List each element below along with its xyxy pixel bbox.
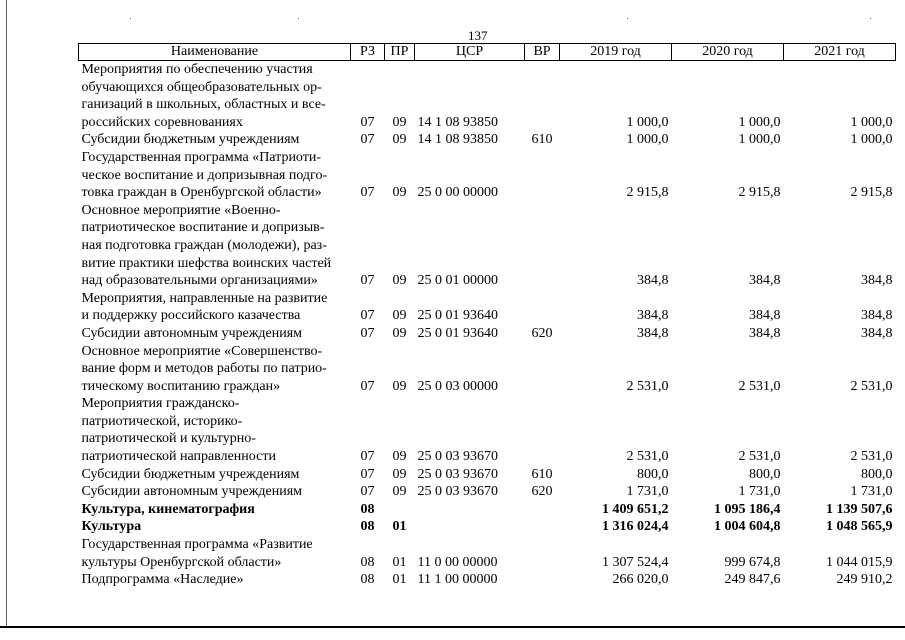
row-name-line: российских соревнованиях [81,114,243,130]
row-vr [525,343,560,396]
row-csr: 14 1 08 93850 [417,132,498,148]
table-row [79,483,896,501]
table-row [79,536,896,571]
table-row [79,131,896,149]
row-vr: 620 [531,484,553,500]
row-vr [525,571,560,589]
row-name-line: обучающихся общеобразовательных ор- [81,79,322,95]
row-csr: 25 0 00 00000 [417,185,498,201]
row-name-line: ганизаций в школьных, областных и все- [81,97,326,113]
row-2019: 384,8 [637,273,669,289]
row-2021: 1 000,0 [850,114,893,130]
scan-speck [870,18,871,19]
row-2019: 1 731,0 [626,484,669,500]
row-rz: 07 [360,484,375,500]
table-row [79,518,896,536]
table-row [79,571,896,589]
row-name [79,501,351,519]
row-name-line: культуры Оренбургской области» [81,554,282,570]
row-2021: 1 048 565,9 [826,519,893,535]
row-vr [525,536,560,571]
row-2019: 1 409 651,2 [602,501,669,517]
row-pr: 09 [392,378,407,394]
row-2021: 1 000,0 [850,132,893,148]
page-number: 137 [468,28,488,43]
row-name-line: Мероприятия гражданско- [81,396,240,412]
row-csr: 14 1 08 93850 [417,114,498,130]
table-row [79,325,896,343]
row-vr [525,290,560,325]
row-2019: 2 531,0 [626,449,669,465]
row-2019: 384,8 [637,308,669,324]
row-name-line: Субсидии автономным учреждениям [81,484,303,500]
row-2020: 1 000,0 [738,114,781,130]
row-2021: 384,8 [861,325,893,341]
row-name-line: ческое воспитание и допризывная подго- [81,167,328,183]
row-vr [525,501,560,519]
table-row [79,395,896,465]
row-2021: 800,0 [861,466,893,482]
row-rz: 07 [360,273,375,289]
row-name [79,61,351,132]
row-name-line: витие практики шефства воинских частей [81,255,332,271]
row-pr: 09 [392,114,407,130]
row-2019: 266 020,0 [612,572,669,588]
row-rz: 08 [360,572,375,588]
row-csr: 25 0 01 00000 [417,273,498,289]
row-2020: 2 531,0 [738,449,781,465]
row-pr: 01 [392,519,407,535]
row-2019: 1 307 524,4 [602,554,669,570]
table-header-row [79,44,896,61]
header-vr: ВР [525,44,560,61]
row-name [79,571,351,589]
row-vr: 620 [531,325,553,341]
row-pr: 09 [392,308,407,324]
row-2019: 1 316 024,4 [602,519,669,535]
row-pr [385,501,415,519]
budget-table [78,43,896,589]
row-name [79,466,351,484]
row-name [79,149,351,202]
row-csr: 25 0 01 93640 [417,325,498,341]
row-2021: 1 044 015,9 [826,554,893,570]
table-row [79,343,896,396]
row-name [79,290,351,325]
row-vr [525,149,560,202]
row-name-line: Государственная программа «Патриоти- [81,149,322,165]
row-name [79,325,351,343]
row-name [79,202,351,290]
row-name-line: Подпрограмма «Наследие» [81,572,244,588]
row-2020: 999 674,8 [724,554,781,570]
row-2020: 1 095 186,4 [714,501,781,517]
row-csr [415,518,525,536]
row-pr: 09 [392,273,407,289]
row-vr: 610 [531,132,553,148]
row-csr: 25 0 03 93670 [417,449,498,465]
row-2021: 1 139 507,6 [826,501,893,517]
row-rz: 07 [360,325,375,341]
table-row [79,61,896,132]
row-name [79,518,351,536]
header-2019: 2019 год [560,44,672,61]
row-rz: 08 [360,519,375,535]
row-name-line: тическому воспитанию граждан» [81,378,281,394]
row-2021: 2 531,0 [850,378,893,394]
table-body [79,61,896,589]
row-2019: 800,0 [637,466,669,482]
table-row [79,202,896,290]
row-2021: 2 915,8 [850,185,893,201]
row-2020: 384,8 [749,308,781,324]
row-name-line: Культура, кинематография [81,501,255,517]
row-name-line: патриотической направленности [81,449,276,465]
row-2019: 2 915,8 [626,185,669,201]
row-2019: 1 000,0 [626,114,669,130]
header-2021: 2021 год [784,44,896,61]
row-vr [525,518,560,536]
row-rz: 07 [360,449,375,465]
row-2019: 1 000,0 [626,132,669,148]
row-rz: 07 [360,185,375,201]
table-row [79,149,896,202]
row-name-line: Культура [81,519,142,535]
row-rz: 07 [360,132,375,148]
header-rz: РЗ [351,44,385,61]
header-pr: ПР [385,44,415,61]
row-2021: 384,8 [861,273,893,289]
row-rz: 08 [360,501,375,517]
row-pr: 09 [392,484,407,500]
table-row [79,290,896,325]
row-pr: 09 [392,325,407,341]
row-rz: 07 [360,466,375,482]
row-2021: 2 531,0 [850,449,893,465]
row-name [79,483,351,501]
row-2020: 800,0 [749,466,781,482]
row-csr: 25 0 03 00000 [417,378,498,394]
row-pr: 09 [392,185,407,201]
row-name-line: Мероприятия, направленные на развитие [81,290,328,306]
row-csr: 25 0 01 93640 [417,308,498,324]
row-csr: 25 0 03 93670 [417,484,498,500]
row-name-line: Государственная программа «Развитие [81,537,313,553]
row-2021: 384,8 [861,308,893,324]
row-name-line: патриотическое воспитание и допризыв- [81,220,325,236]
table-row [79,466,896,484]
row-2019: 2 531,0 [626,378,669,394]
row-name-line: над образовательными организациями» [81,273,318,289]
row-csr: 25 0 03 93670 [417,466,498,482]
row-2019: 384,8 [637,325,669,341]
row-name-line: товка граждан в Оренбургской области» [81,185,322,201]
row-csr [415,501,525,519]
row-2020: 1 000,0 [738,132,781,148]
bottom-page-edge [0,626,905,628]
scan-speck [627,18,628,19]
header-csr: ЦСР [415,44,525,61]
row-name-line: вание форм и методов работы по патрио- [81,361,327,377]
row-csr: 11 1 00 00000 [417,572,498,588]
row-name-line: Субсидии автономным учреждениям [81,325,303,341]
row-name-line: и поддержку российского казачества [81,308,301,324]
row-name-line: патриотической, историко- [81,413,243,429]
header-2020: 2020 год [672,44,784,61]
row-2020: 249 847,6 [724,572,781,588]
row-name [79,536,351,571]
table-row [79,501,896,519]
row-name-line: Мероприятия по обеспечению участия [81,62,313,77]
row-2021: 1 731,0 [850,484,893,500]
row-name-line: ная подготовка граждан (молодежи), раз- [81,237,327,253]
row-2020: 2 915,8 [738,185,781,201]
row-pr: 09 [392,449,407,465]
row-rz: 08 [360,554,375,570]
row-name [79,131,351,149]
row-name-line: Субсидии бюджетным учреждениям [81,466,300,482]
row-vr [525,61,560,132]
row-pr: 01 [392,554,407,570]
row-rz: 07 [360,114,375,130]
left-scan-edge [6,0,7,628]
row-2020: 1 731,0 [738,484,781,500]
row-pr: 09 [392,466,407,482]
row-2020: 384,8 [749,325,781,341]
row-2020: 384,8 [749,273,781,289]
row-rz: 07 [360,308,375,324]
row-vr [525,395,560,465]
row-name [79,395,351,465]
scan-speck [298,18,299,19]
row-name-line: патриотической и культурно- [81,431,256,447]
row-vr [525,202,560,290]
row-rz: 07 [360,378,375,394]
row-2020: 1 004 604,8 [714,519,781,535]
scan-speck [130,18,131,19]
row-name [79,343,351,396]
row-vr: 610 [531,466,553,482]
row-name-line: Субсидии бюджетным учреждениям [81,132,300,148]
row-pr: 01 [392,572,407,588]
row-name-line: Основное мероприятие «Военно- [81,202,281,218]
row-pr: 09 [392,132,407,148]
header-name: Наименование [79,44,351,61]
row-2021: 249 910,2 [836,572,893,588]
row-2020: 2 531,0 [738,378,781,394]
row-name-line: Основное мероприятие «Совершенство- [81,343,323,359]
row-csr: 11 0 00 00000 [417,554,498,570]
